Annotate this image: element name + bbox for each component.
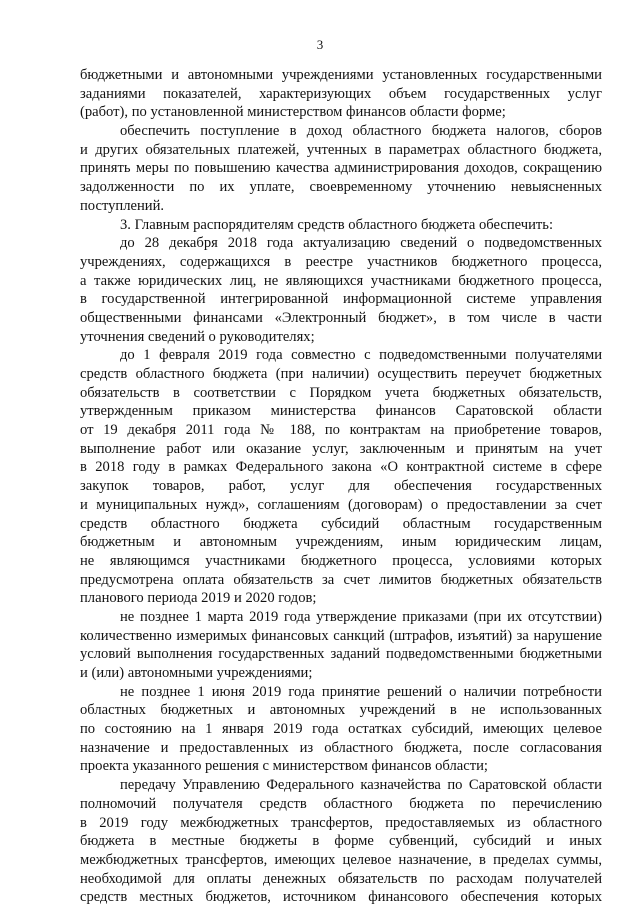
text-line: в 2019 году межбюджетных трансфертов, предоставляемых из областного (80, 814, 602, 831)
text-line: задолженности по их уплате, своевременному уточнению невыясненных (80, 179, 602, 196)
text-line: проекта указанного решения с министерством финансов области; (80, 758, 488, 775)
text-line: а также юридических лиц, не являющихся участниками бюджетного процесса, (80, 272, 602, 289)
text-line: необходимой для оплаты денежных обязательств по расходам получателей (80, 870, 602, 887)
text-line: заданиями показателей, характеризующих объем государственных услуг (80, 85, 602, 102)
text-line: бюджетным и автономным учреждениям, иным юридическим лицам, (80, 534, 602, 551)
text-line: не позднее 1 июня 2019 года принятие решений о наличии потребности (120, 683, 602, 700)
text-line: и (или) автономными учреждениями; (80, 665, 313, 681)
text-line: до 1 февраля 2019 года совместно с подведомственными получателями (120, 347, 602, 364)
text-line: передачу Управлению Федерального казначейства по Саратовской области (120, 777, 602, 794)
text-line: принять меры по повышению качества администрирования доходов, сокращению (80, 160, 602, 177)
text-line: и других обязательных платежей, учтенных в параметрах областного бюджета, (80, 141, 602, 158)
text-line: количественно измеримых финансовых санкций (штрафов, изъятий) за нарушение (80, 627, 602, 644)
text-line: предусмотрена оплата обязательств за счет лимитов бюджетных обязательств (80, 571, 602, 588)
text-line: межбюджетных трансфертов, имеющих целевое назначение, в пределах суммы, (80, 851, 602, 868)
text-line: условий выполнения государственных заданий подведомственными бюджетными (80, 646, 602, 663)
text-line: бюджетными и автономными учреждениями установленных государственными (80, 67, 602, 83)
text-line: назначение и предоставленных из областного бюджета, после согласования (80, 739, 602, 756)
text-line: обязательств в соответствии с Порядком учета бюджетных обязательств, (80, 384, 602, 401)
text-line: до 28 декабря 2018 года актуализацию сведений о подведомственных (120, 235, 602, 252)
text-line: общественными финансами «Электронный бюджет», в том числе в части (80, 309, 602, 326)
text-line: и муниципальных нужд», соглашениям (договорам) о предоставлении за счет (80, 496, 602, 513)
text-line: в государственной интегрированной информационной системе управления (80, 291, 602, 308)
text-line: уточнения сведений о руководителях; (80, 328, 315, 345)
text-line: бюджета в местные бюджеты в форме субвенций, субсидий и иных (80, 833, 602, 850)
text-line: средств областного бюджета (при наличии) осуществить переучет бюджетных (80, 366, 602, 382)
text-line: по состоянию на 1 января 2019 года остатках субсидий, имеющих целевое (80, 721, 602, 738)
text-line: 3. Главным распорядителям средств областного бюджета обеспечить: (120, 216, 554, 233)
page-number: 3 (316, 37, 324, 52)
text-line: учреждениях, содержащихся в реестре участников бюджетного процесса, (80, 253, 602, 270)
text-line: полномочий получателя средств областного бюджета по перечислению (80, 795, 602, 812)
text-line: (работ), по установленной министерством финансов области форме; (80, 104, 506, 121)
text-line: средств местных бюджетов, источником финансового обеспечения которых (80, 889, 602, 906)
text-line: выполнение работ или оказание услуг, заключенным и принятым на учет (80, 440, 602, 457)
text-line: закупок товаров, работ, услуг для обеспечения государственных (80, 478, 602, 495)
text-line: в 2018 году в рамках Федерального закона «О контрактной системе в сфере (80, 459, 602, 476)
document-body (80, 66, 602, 907)
text-line: поступлений. (80, 197, 165, 214)
text-line: средств областного бюджета субсидий областным государственным (80, 515, 602, 532)
text-line: не позднее 1 марта 2019 года утверждение приказами (при их отсутствии) (120, 608, 602, 625)
text-line: утвержденным приказом министерства финансов Саратовской области (80, 403, 602, 420)
text-line: областных бюджетных и автономных учреждений в не использованных (80, 702, 602, 719)
text-line: обеспечить поступление в доход областного бюджета налогов, сборов (120, 123, 602, 140)
text-line: планового периода 2019 и 2020 годов; (80, 590, 317, 607)
text-line: не являющимся участниками бюджетного процесса, условиями которых (80, 552, 602, 569)
text-line: от 19 декабря 2011 года № 188, по контрактам на приобретение товаров, (80, 422, 602, 439)
